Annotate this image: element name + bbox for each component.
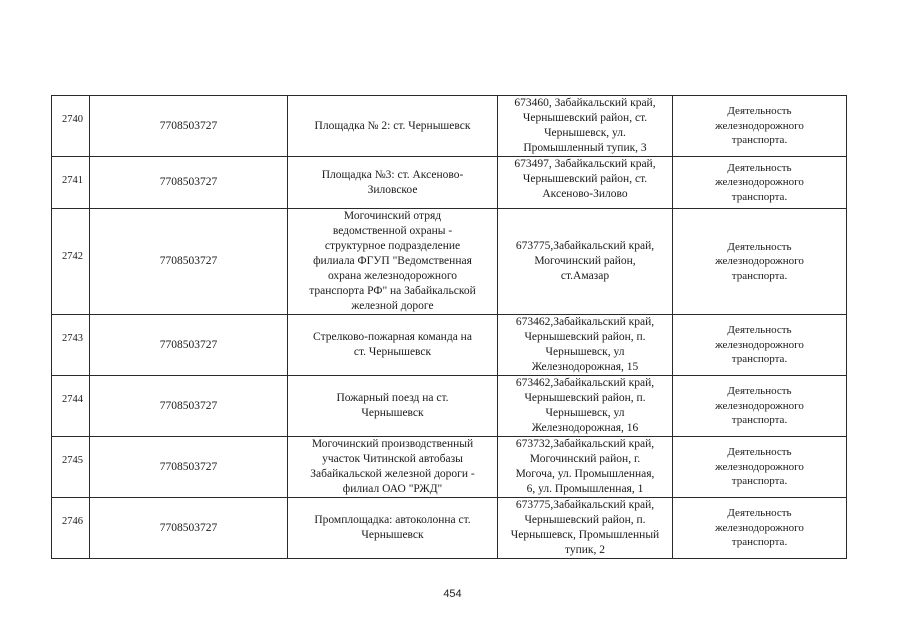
table-row	[52, 437, 847, 498]
table-row	[52, 209, 847, 315]
row-number: 2746	[52, 498, 90, 559]
address-cell: 673775,Забайкальский край, Чернышевский район, п. Чернышевск, Промышленный тупик, 2	[498, 498, 673, 559]
inn-cell: 7708503727	[90, 376, 288, 437]
inn-cell: 7708503727	[90, 498, 288, 559]
row-number: 2744	[52, 376, 90, 437]
table-row	[52, 157, 847, 209]
row-number: 2742	[52, 209, 90, 315]
address-cell: 673460, Забайкальский край, Чернышевский район, ст. Чернышевск, ул. Промышленный тупик, 3	[498, 96, 673, 157]
page-number: 454	[443, 588, 462, 600]
row-number: 2741	[52, 157, 90, 209]
address-cell: 673732,Забайкальский край, Могочинский район, г. Могоча, ул. Промышленная, 6, ул. Промышленная, 1	[498, 437, 673, 498]
object-name-cell: Пожарный поезд на ст. Чернышевск	[288, 376, 498, 437]
object-name-cell: Могочинский производственный участок Читинской автобазы Забайкальской железной дороги - филиал ОАО "РЖД"	[288, 437, 498, 498]
inn-cell: 7708503727	[90, 315, 288, 376]
address-cell: 673462,Забайкальский край, Чернышевский район, п. Чернышевск, ул Железнодорожная, 15	[498, 315, 673, 376]
row-number: 2745	[52, 437, 90, 498]
row-number: 2743	[52, 315, 90, 376]
object-name-cell: Могочинский отряд ведомственной охраны - структурное подразделение филиала ФГУП "Ведомственная охрана железнодорожного транспорта РФ" на Забайкальской железной дороге	[288, 209, 498, 315]
inn-cell: 7708503727	[90, 157, 288, 209]
address-cell: 673497, Забайкальский край, Чернышевский район, ст. Аксеново-Зилово	[498, 157, 673, 209]
object-name-cell: Стрелково-пожарная команда на ст. Чернышевск	[288, 315, 498, 376]
registry-table	[51, 95, 847, 559]
activity-cell: Деятельность железнодорожного транспорта.	[673, 315, 847, 376]
inn-cell: 7708503727	[90, 209, 288, 315]
activity-cell: Деятельность железнодорожного транспорта.	[673, 209, 847, 315]
table-row	[52, 376, 847, 437]
activity-cell: Деятельность железнодорожного транспорта.	[673, 498, 847, 559]
table-row	[52, 96, 847, 157]
table-row	[52, 315, 847, 376]
table-row	[52, 498, 847, 559]
inn-cell: 7708503727	[90, 437, 288, 498]
activity-cell: Деятельность железнодорожного транспорта.	[673, 96, 847, 157]
address-cell: 673462,Забайкальский край, Чернышевский район, п. Чернышевск, ул Железнодорожная, 16	[498, 376, 673, 437]
address-cell: 673775,Забайкальский край, Могочинский район, ст.Амазар	[498, 209, 673, 315]
activity-cell: Деятельность железнодорожного транспорта.	[673, 157, 847, 209]
activity-cell: Деятельность железнодорожного транспорта.	[673, 376, 847, 437]
object-name-cell: Площадка № 2: ст. Чернышевск	[288, 96, 498, 157]
activity-cell: Деятельность железнодорожного транспорта.	[673, 437, 847, 498]
object-name-cell: Промплощадка: автоколонна ст. Чернышевск	[288, 498, 498, 559]
row-number: 2740	[52, 96, 90, 157]
object-name-cell: Площадка №3: ст. Аксеново- Зиловское	[288, 157, 498, 209]
inn-cell: 7708503727	[90, 96, 288, 157]
